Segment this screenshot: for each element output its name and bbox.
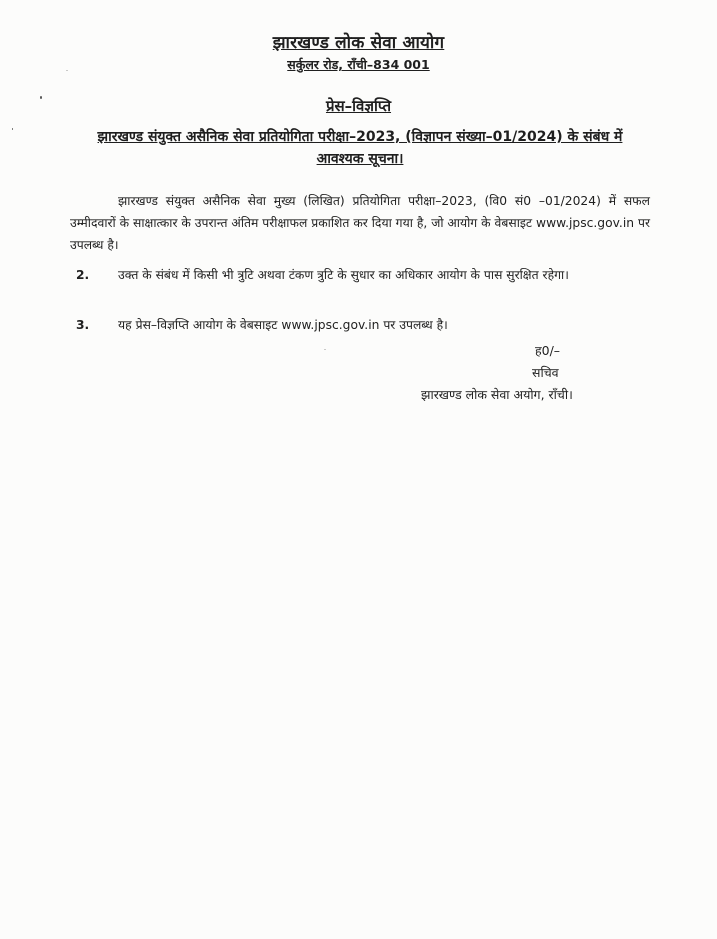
paragraph-3: यह प्रेस–विज्ञप्ति आयोग के वेबसाइट www.jpsc.gov.in पर उपलब्ध है। [118,318,448,332]
scan-speck [40,96,42,99]
organization-address: सर्कुलर रोड, राँची–834 001 [287,57,430,72]
scan-speck [12,128,13,130]
paragraph-1: झारखण्ड संयुक्त असैनिक सेवा मुख्य (लिखित) प्रतियोगिता परीक्षा–2023, (वि0 सं0 –01/2024) में सफल उम्मीदवारों के साक्षात्कार के उपरान्त अंतिम परीक्षाफल प्रकाशित कर दिया गया है, जो आयोग के वेबसाइट www.jpsc.gov.in पर उपलब्ध है। [70,194,650,252]
paragraph-2-number: 2. [76,268,90,282]
signatory-organization: झारखण्ड लोक सेवा अयोग, राँची। [421,387,573,402]
press-release-title: प्रेस–विज्ञप्ति [325,97,392,115]
organization-name: झारखण्ड लोक सेवा आयोग [272,33,445,53]
scan-speck [324,349,326,350]
scan-speck [66,70,68,71]
signature-mark: ह0/– [535,343,561,358]
notice-subject [60,126,660,170]
notice-subject-line1: झारखण्ड संयुक्त असैनिक सेवा प्रतियोगिता परीक्षा–2023, (विज्ञापन संख्या–01/2024) के संबंध में [97,129,623,145]
paragraph-3-number: 3. [76,318,90,332]
notice-subject-line2: आवश्यक सूचना। [316,151,404,167]
signatory-designation: सचिव [532,365,559,380]
paragraph-2: उक्त के संबंध में किसी भी त्रुटि अथवा टंकण त्रुटि के सुधार का अधिकार आयोग के पास सुरक्षित रहेगा। [118,268,569,282]
